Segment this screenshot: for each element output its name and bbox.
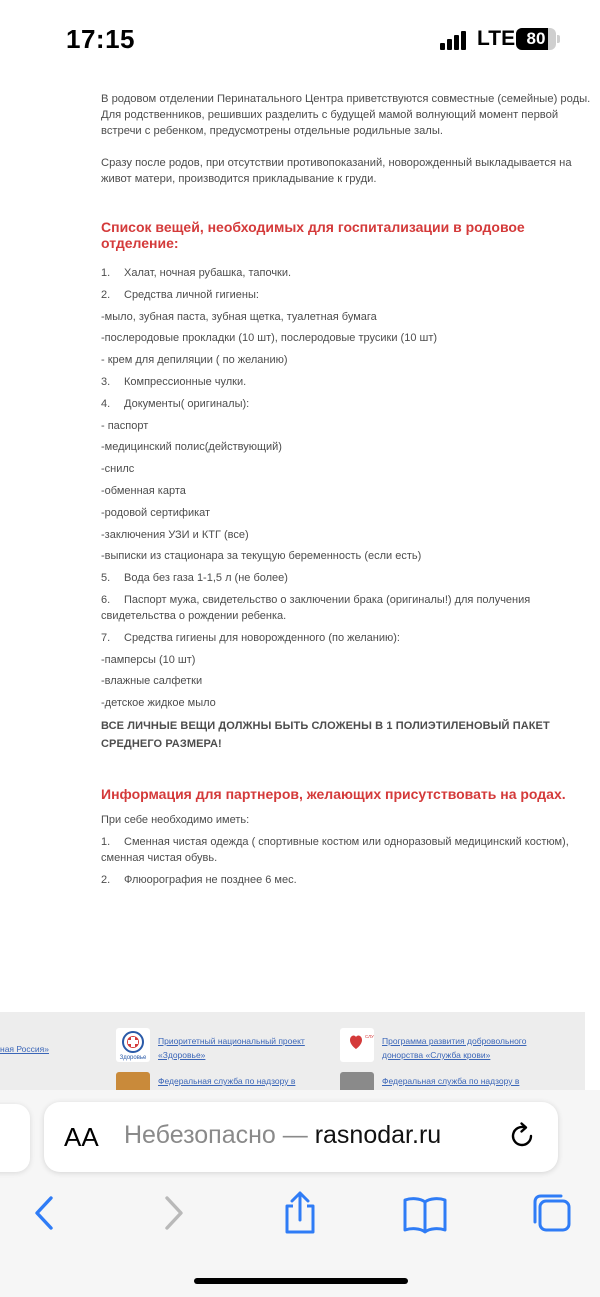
network-type: LTE <box>477 27 516 50</box>
cellular-signal-icon <box>440 30 470 50</box>
footer-partners <box>0 1012 585 1102</box>
list-item-text: Вода без газа 1-1,5 л (не более) <box>124 572 288 585</box>
list-item <box>101 396 593 412</box>
list-item-number: 6. <box>101 593 111 606</box>
list-item-text: Халат, ночная рубашка, тапочки. <box>124 267 292 279</box>
list-item-text: -обменная карта <box>101 484 186 497</box>
list-item-text: -снилс <box>101 463 135 476</box>
list-item <box>101 527 593 543</box>
partners-intro: При себе необходимо иметь: <box>101 813 250 826</box>
security-warning: Небезопасно — <box>124 1121 315 1149</box>
list-item-text: Паспорт мужа, свидетельство о заключении брака (оригиналы!) для получения свидетельства о рождении ребенка. <box>101 593 531 622</box>
bookmarks-icon[interactable] <box>400 1190 450 1236</box>
list-item <box>101 330 593 346</box>
list-item <box>101 872 593 888</box>
list-item-number: 1. <box>101 267 111 279</box>
list-heading: Список вещей, необходимых для госпитализации в родовое отделение: <box>101 219 525 251</box>
home-indicator <box>194 1278 408 1284</box>
list-item-text: Средства гигиены для новорожденного (по желанию): <box>124 631 400 644</box>
list-item-text: - крем для депиляции ( по желанию) <box>101 354 288 367</box>
list-item <box>101 695 593 711</box>
list-item-number: 7. <box>101 631 111 644</box>
list-item <box>101 374 593 390</box>
list-item-text: Документы( оригиналы): <box>124 397 250 410</box>
list-item-text: Сменная чистая одежда ( спортивные костюм или одноразовый медицинский костюм), сменная чистая обувь. <box>101 835 569 864</box>
list-item <box>101 834 593 866</box>
list-item-text: -родовой сертификат <box>101 506 211 519</box>
zdorovie-logo <box>116 1028 150 1062</box>
list-item <box>101 570 593 586</box>
list-item <box>101 287 593 303</box>
browser-toolbar <box>0 1090 600 1297</box>
battery-cap <box>557 35 560 43</box>
list-item-text: -послеродовые прокладки (10 шт), послеродовые трусики (10 шт) <box>101 332 438 345</box>
items-list <box>101 265 593 711</box>
list-item-text: -мыло, зубная паста, зубная щетка, туалетная бумага <box>101 310 377 323</box>
list-item <box>101 461 593 477</box>
list-item <box>101 630 593 646</box>
list-item-text: -детское жидкое мыло <box>101 697 216 710</box>
battery-level: 80 <box>526 29 546 48</box>
list-item <box>101 548 593 564</box>
list-item <box>101 505 593 521</box>
list-item <box>101 439 593 455</box>
blood-logo-text: СЛУ <box>365 1034 374 1039</box>
reader-options-button[interactable] <box>64 1122 99 1153</box>
list-item-number: 1. <box>101 835 111 848</box>
list-item-text: -заключения УЗИ и КТГ (все) <box>101 528 249 541</box>
list-item <box>101 673 593 689</box>
paragraph-after-birth: Сразу после родов, при отсутствии противопоказаний, новорожденный выкладывается на живот матери, производится прикладывание к груди. <box>101 157 572 185</box>
list-item-text: - паспорт <box>101 419 149 432</box>
paragraph-family-birth: В родовом отделении Перинатального Центра приветствуются совместные (семейные) роды. Для родственников, решивших разделить с будущей мамой волнующий момент первой встречи с ребенком, предусмотрены отдельные родильные залы. <box>101 93 591 137</box>
list-item-text: -выписки из стационара за текущую беременность (если есть) <box>101 550 422 563</box>
list-item <box>101 309 593 325</box>
address-text[interactable] <box>124 1121 441 1150</box>
list-item <box>101 418 593 434</box>
footer-link-nadzor-2[interactable]: Федеральная служба по надзору в <box>382 1076 520 1086</box>
share-icon[interactable] <box>275 1190 325 1236</box>
battery-icon <box>516 28 556 50</box>
status-time: 17:15 <box>66 24 135 54</box>
forward-icon[interactable] <box>148 1190 198 1236</box>
address-domain: rasnodar.ru <box>314 1121 442 1149</box>
previous-tab-peek[interactable] <box>0 1104 30 1172</box>
list-item-number: 2. <box>101 873 111 886</box>
list-item <box>101 483 593 499</box>
partners-heading: Информация для партнеров, желающих присутствовать на родах. <box>101 785 566 802</box>
list-item <box>101 352 593 368</box>
list-item-text: -влажные салфетки <box>101 675 203 688</box>
footer-link-blood-service[interactable]: Программа развития добровольного донорства «Служба крови» <box>382 1036 527 1060</box>
blood-service-logo <box>340 1028 374 1062</box>
footer-link-zdorovie[interactable]: Приоритетный национальный проект «Здоровье» <box>158 1036 305 1060</box>
bold-note: ВСЕ ЛИЧНЫЕ ВЕЩИ ДОЛЖНЫ БЫТЬ СЛОЖЕНЫ В 1 ПОЛИЭТИЛЕНОВЫЙ ПАКЕТ СРЕДНЕГО РАЗМЕРА! <box>101 719 550 750</box>
list-item-text: Компрессионные чулки. <box>124 375 247 388</box>
list-item-number: 5. <box>101 572 111 585</box>
list-item-number: 3. <box>101 375 111 388</box>
list-item <box>101 592 593 624</box>
list-item <box>101 652 593 668</box>
list-item-text: Флюорография не позднее 6 мес. <box>124 873 297 886</box>
back-icon[interactable] <box>20 1190 70 1236</box>
address-bar[interactable] <box>44 1102 558 1172</box>
zdorovie-logo-text: Здоровье <box>119 1055 147 1061</box>
status-bar <box>0 0 600 78</box>
footer-link-nadzor-1[interactable]: Федеральная служба по надзору в <box>158 1076 296 1086</box>
list-item-text: -памперсы (10 шт) <box>101 653 196 666</box>
list-item-text: Средства личной гигиены: <box>124 288 259 301</box>
article-content <box>101 60 593 893</box>
footer-link-russia[interactable]: ная Россия» <box>0 1044 49 1054</box>
list-item-number: 2. <box>101 288 111 301</box>
list-item <box>101 265 593 281</box>
partners-list <box>101 834 593 888</box>
list-item-number: 4. <box>101 397 111 410</box>
tabs-icon[interactable] <box>527 1190 577 1236</box>
list-item-text: -медицинский полис(действующий) <box>101 441 282 454</box>
reload-icon[interactable] <box>506 1120 538 1152</box>
reader-options-label: AA <box>64 1122 99 1152</box>
